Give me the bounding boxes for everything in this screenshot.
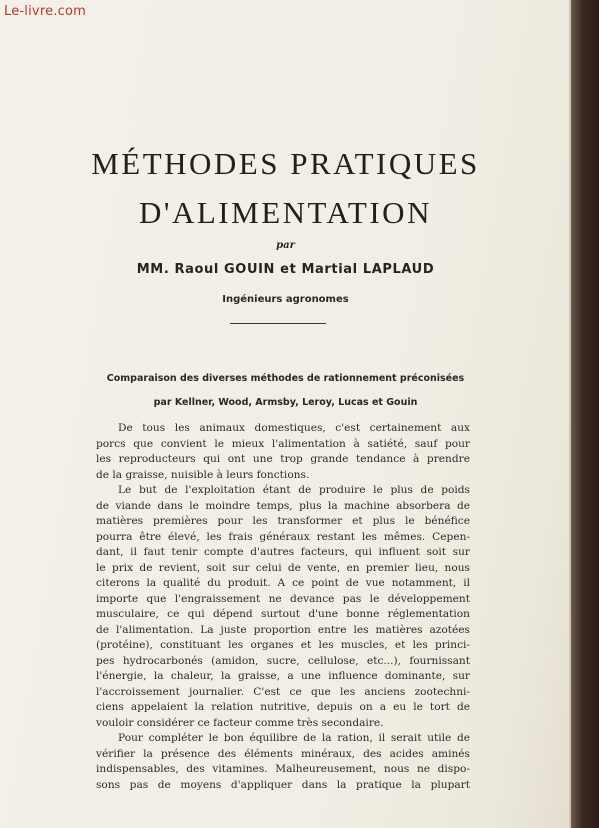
body-line: les reproducteurs qui ont une trop grande tendance à prendre bbox=[96, 453, 470, 465]
body-line: indispensables, des vitamines. Malheureusement, nous ne dispo- bbox=[96, 763, 470, 775]
title-line-2: D'ALIMENTATION bbox=[139, 195, 432, 230]
body-line: sons pas de moyens d'appliquer dans la pratique la plupart bbox=[96, 778, 470, 791]
body-line: dant, il faut tenir compte d'autres facteurs, qui influent soit sur bbox=[96, 546, 470, 558]
body-line: pes hydrocarbonés (amidon, sucre, cellulose, etc...), fournissant bbox=[96, 654, 470, 667]
watermark: Le-livre.com bbox=[4, 4, 86, 19]
body-line: Pour compléter le bon équilibre de la ration, il serait utile de bbox=[118, 732, 470, 744]
body-line: importe que l'engraissement ne devance pas le développement bbox=[96, 592, 470, 605]
body-line: vérifier la présence des éléments minéraux, des acides aminés bbox=[96, 747, 470, 760]
body-line: citerons la qualité du produit. A ce point de vue notamment, il bbox=[96, 577, 470, 589]
body-line: ciens appelaient la relation nutritive, depuis on a eu le tort de bbox=[96, 701, 470, 713]
author-role: Ingénieurs agronomes bbox=[222, 294, 349, 305]
body-line: de viande dans le moindre temps, plus la machine absorbera de bbox=[96, 499, 470, 512]
byline-par: par bbox=[276, 240, 295, 251]
title-line-1: MÉTHODES PRATIQUES bbox=[91, 146, 480, 181]
body-line: l'énergie, la chaleur, la graisse, a une influence dominante, sur bbox=[96, 670, 470, 682]
body-line: (protéine), constituant les organes et les muscles, et les princi- bbox=[96, 639, 470, 651]
subheading-line-1: Comparaison des diverses méthodes de rationnement préconisées bbox=[106, 373, 465, 384]
body-line: De tous les animaux domestiques, c'est certainement aux bbox=[118, 422, 470, 434]
authors: MM. Raoul GOUIN et Martial LAPLAUD bbox=[136, 262, 435, 277]
binding-shadow bbox=[571, 0, 599, 828]
body-line: l'accroissement journalier. C'est ce que les anciens zootechni- bbox=[96, 685, 470, 698]
body-line: Le but de l'exploitation étant de produire le plus de poids bbox=[118, 484, 470, 496]
separator-rule bbox=[230, 323, 326, 324]
body-line: vouloir considérer ce facteur comme très secondaire. bbox=[96, 716, 384, 729]
subheading-line-2: par Kellner, Wood, Armsby, Leroy, Lucas et Gouin bbox=[153, 397, 418, 408]
body-line: matières premières pour les transformer et plus le bénéfice bbox=[96, 515, 470, 527]
body-line: porcs que convient le mieux l'alimentation à satiété, sauf pour bbox=[96, 437, 470, 450]
body-line: pourra être élevé, les frais généraux restant les mêmes. Cepen- bbox=[96, 530, 470, 543]
body-line: le prix de revient, soit sur celui de vente, en premier lieu, nous bbox=[96, 561, 470, 574]
body-line: musculaire, ce qui dépend surtout d'une bonne réglementation bbox=[96, 608, 470, 620]
body-line: de la graisse, nuisible à leurs fonctions. bbox=[96, 468, 310, 481]
body-line: de l'alimentation. La juste proportion entre les matières azotées bbox=[96, 623, 470, 636]
body-text bbox=[96, 421, 470, 793]
